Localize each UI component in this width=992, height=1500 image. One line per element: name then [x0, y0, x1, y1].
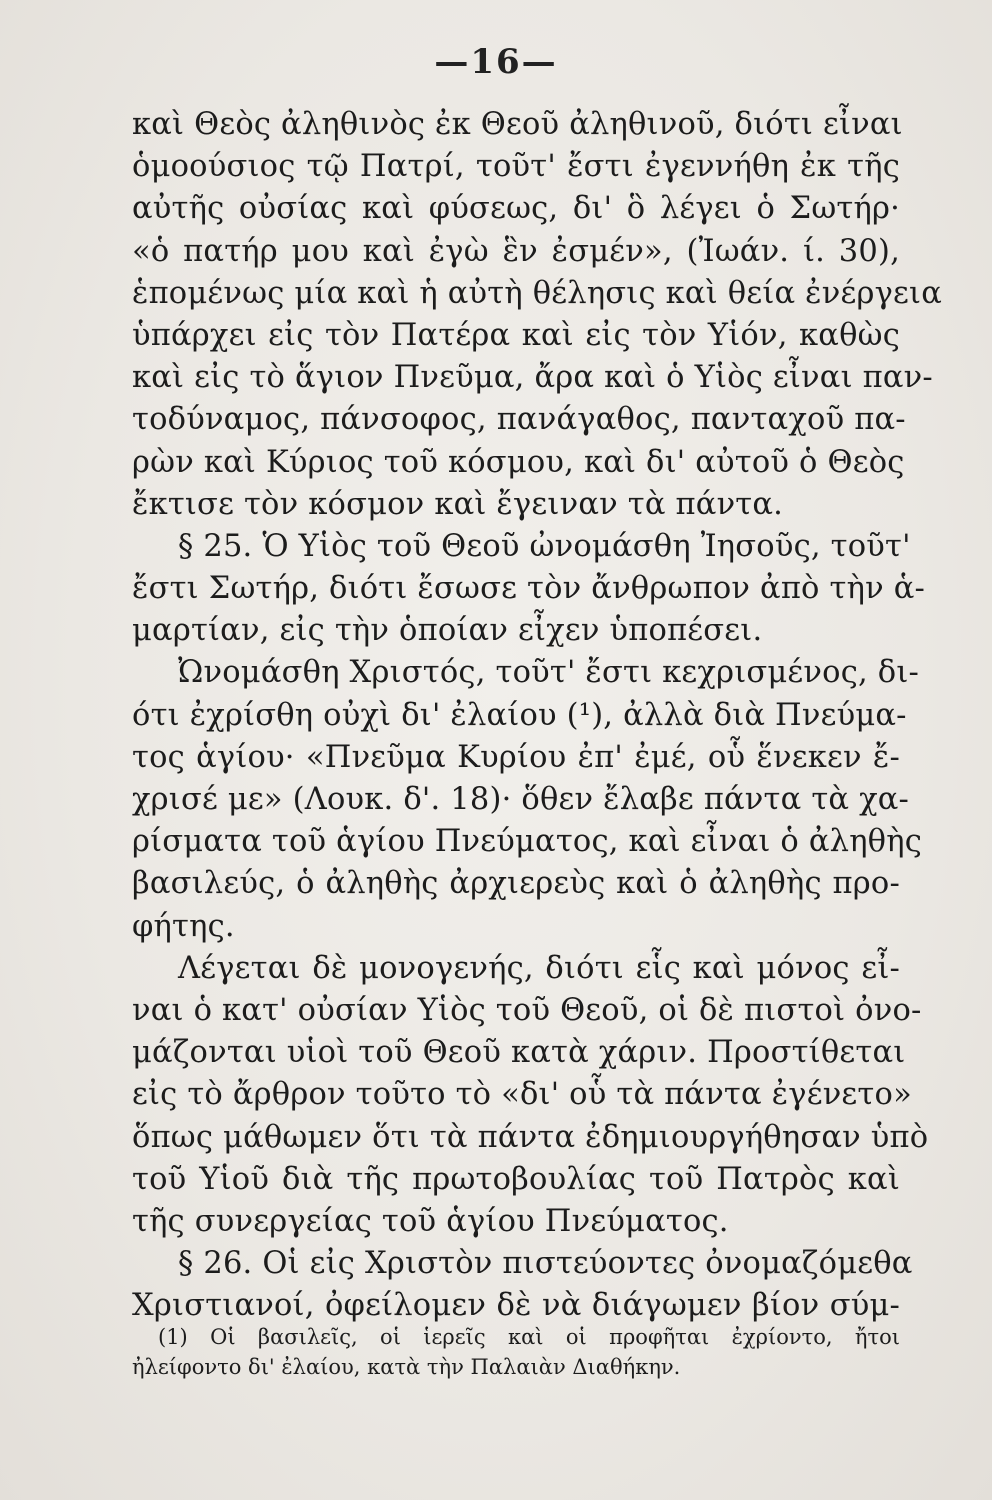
footnote-line: (1) Οἱ βασιλεῖς, οἱ ἱερεῖς καὶ οἱ προφῆται ἐχρίοντο, ἤτοι	[158, 1325, 900, 1349]
text-line: αὐτῆς οὐσίας καὶ φύσεως, δι' ὃ λέγει ὁ Σωτήρ·	[132, 191, 900, 227]
text-line: «ὁ πατήρ μου καὶ ἐγὼ ἓν ἐσμέν», (Ἰωάν. ί. 30),	[132, 233, 900, 269]
text-line: ρὼν καὶ Κύριος τοῦ κόσμου, καὶ δι' αὐτοῦ ὁ Θεὸς	[132, 444, 905, 480]
text-line: καὶ Θεὸς ἀληθινὸς ἐκ Θεοῦ ἀληθινοῦ, διότι εἶναι	[132, 107, 903, 142]
text-line: ότι ἐχρίσθη οὐχὶ δι' ἐλαίου (¹), ἀλλὰ διὰ Πνεύμα-	[132, 697, 907, 733]
text-line: εἰς τὸ ἄρθρον τοῦτο τὸ «δι' οὗ τὰ πάντα ἐγένετο»	[132, 1077, 912, 1113]
text-line: ρίσματα τοῦ ἁγίου Πνεύματος, καὶ εἶναι ὁ ἀληθὴς	[132, 824, 922, 860]
text-line: ὅπως μάθωμεν ὅτι τὰ πάντα ἐδημιουργήθησαν ὑπὸ	[132, 1119, 929, 1155]
text-line: ἑπομένως μία καὶ ἡ αὐτὴ θέλησις καὶ θεία ἐνέργεια	[132, 275, 942, 311]
text-line: ἔστι Σωτήρ, διότι ἔσωσε τὸν ἄνθρωπον ἀπὸ τὴν ἁ-	[132, 571, 926, 607]
text-line: τος ἁγίου· «Πνεῦμα Κυρίου ἐπ' ἐμέ, οὗ ἕνεκεν ἔ-	[132, 739, 900, 775]
page-number: —16—	[434, 42, 558, 82]
text-line: ναι ὁ κατ' οὐσίαν Υἱὸς τοῦ Θεοῦ, οἱ δὲ πιστοὶ ὀνο-	[132, 992, 922, 1028]
text-line: βασιλεύς, ὁ ἀληθὴς ἀρχιερεὺς καὶ ὁ ἀληθὴς προ-	[132, 866, 900, 902]
section-25-heading-line: § 25. Ὁ Υἱὸς τοῦ Θεοῦ ὠνομάσθη Ἰησοῦς, τοῦτ'	[178, 528, 911, 564]
text-line: φήτης.	[132, 908, 235, 944]
text-line: μάζονται υἱοὶ τοῦ Θεοῦ κατὰ χάριν. Προστίθεται	[132, 1035, 906, 1071]
text-line: ὑπάρχει εἰς τὸν Πατέρα καὶ εἰς τὸν Υἱόν, καθὼς	[132, 317, 900, 353]
text-line: ὁμοούσιος τῷ Πατρί, τοῦτ' ἔστι ἐγεννήθη ἐκ τῆς	[132, 149, 900, 185]
text-line: τῆς συνεργείας τοῦ ἁγίου Πνεύματος.	[132, 1203, 729, 1239]
text-line: ἔκτισε τὸν κόσμον καὶ ἔγειναν τὰ πάντα.	[132, 486, 784, 522]
text-line: Ὠνομάσθη Χριστός, τοῦτ' ἔστι κεχρισμένος, δι-	[178, 655, 920, 691]
text-line: Χριστιανοί, ὀφείλομεν δὲ νὰ διάγωμεν βίον σύμ-	[132, 1288, 900, 1324]
text-line: Λέγεται δὲ μονογενής, διότι εἷς καὶ μόνος εἶ-	[178, 950, 900, 986]
text-line: καὶ εἰς τὸ ἅγιον Πνεῦμα, ἄρα καὶ ὁ Υἱὸς εἶναι παν-	[132, 360, 933, 396]
footnote-line: ἠλείφοντο δι' ἐλαίου, κατὰ τὴν Παλαιὰν Διαθήκην.	[132, 1355, 681, 1379]
body-text	[132, 104, 942, 1327]
footnote	[132, 1322, 900, 1382]
text-line: τοῦ Υἱοῦ διὰ τῆς πρωτοβουλίας τοῦ Πατρὸς καὶ	[132, 1161, 900, 1197]
text-line: μαρτίαν, εἰς τὴν ὁποίαν εἶχεν ὑποπέσει.	[132, 613, 763, 649]
section-26-heading-line: § 26. Οἱ εἰς Χριστὸν πιστεύοντες ὀνομαζόμεθα	[178, 1246, 913, 1282]
text-line: χρισέ με» (Λουκ. δ'. 18)· ὅθεν ἔλαβε πάντα τὰ χα-	[132, 782, 910, 817]
footnote-divider	[132, 1318, 232, 1319]
text-line: τοδύναμος, πάνσοφος, πανάγαθος, πανταχοῦ πα-	[132, 402, 906, 438]
